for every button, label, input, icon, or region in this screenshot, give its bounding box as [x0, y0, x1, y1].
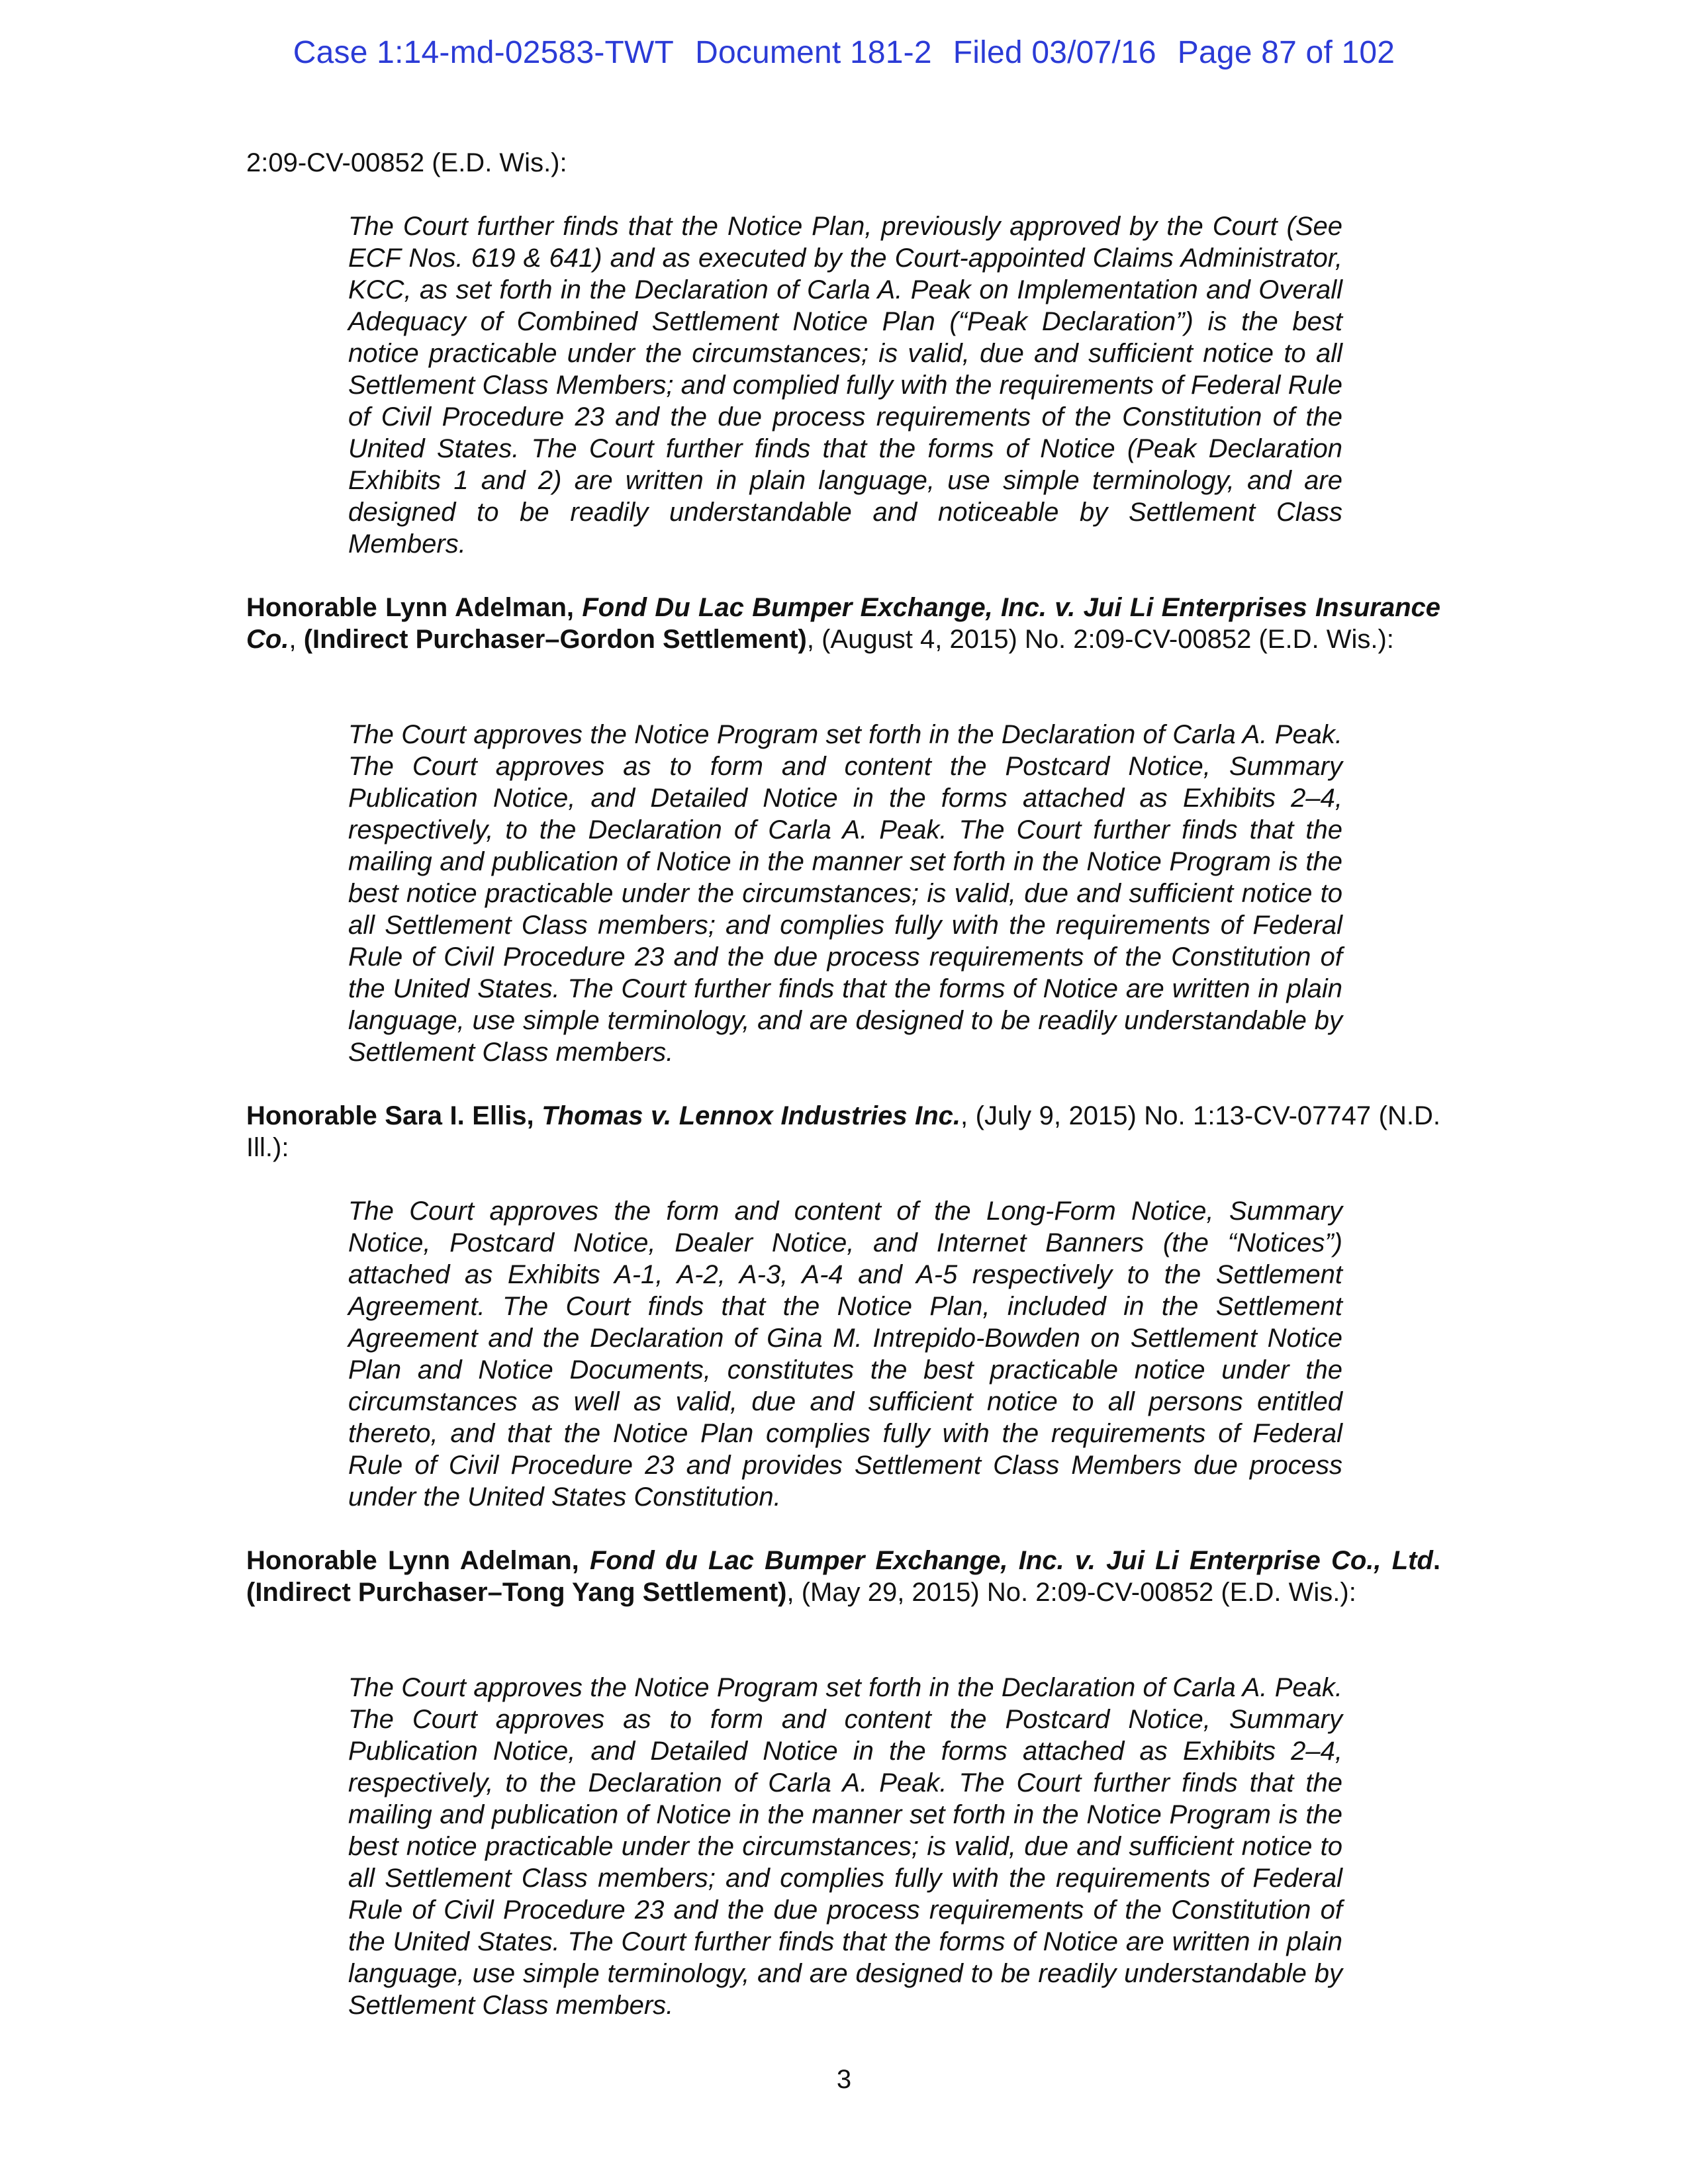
citation-2-case-name: Fond Du Lac Bumper Exchange, Inc. v. Jui Li Enterprises Insurance Co. [246, 593, 1440, 654]
citation-4-date-docket: , (May 29, 2015) No. 2:09-CV-00852 (E.D. Wis.): [786, 1578, 1356, 1607]
citation-2-comma: , [289, 625, 297, 654]
citation-4-judge: Honorable Lynn Adelman, [246, 1546, 579, 1575]
citation-4 [246, 1545, 1440, 1608]
quote-block-2: The Court approves the Notice Program set forth in the Declaration of Carla A. Peak. The Court approves as to form and content the Postcard Notice, Summary Publication Notice, and Detailed Notice in the forms attached as Exhibits 2–4, respectively, to the Declaration of Carla A. Peak. The Court further finds that the mailing and publication of Notice in the manner set forth in the Notice Program is the best notice practicable under the circumstances; is valid, due and sufficient notice to all Settlement Class members; and complies fully with the requirements of Federal Rule of Civil Procedure 23 and the due process requirements of the Constitution of the United States. The Court further finds that the forms of Notice are written in plain language, use simple terminology, and are designed to be readily understandable by Settlement Class members. [348, 720, 1342, 1067]
lead-citation-fragment: 2:09-CV-00852 (E.D. Wis.): [246, 148, 567, 177]
header-case-number: Case 1:14-md-02583-TWT [293, 35, 675, 70]
citation-3-date-docket: , (July 9, 2015) No. 1:13-CV-07747 (N.D. Ill.): [246, 1101, 1440, 1162]
header-filed-date: Filed 03/07/16 [953, 35, 1156, 70]
quote-block-4: The Court approves the Notice Program set forth in the Declaration of Carla A. Peak. The Court approves as to form and content the Postcard Notice, Summary Publication Notice, and Detailed Notice in the forms attached as Exhibits 2–4, respectively, to the Declaration of Carla A. Peak. The Court further finds that the mailing and publication of Notice in the manner set forth in the Notice Program is the best notice practicable under the circumstances; is valid, due and sufficient notice to all Settlement Class members; and complies fully with the requirements of Federal Rule of Civil Procedure 23 and the due process requirements of the Constitution of the United States. The Court further finds that the forms of Notice are written in plain language, use simple terminology, and are designed to be readily understandable by Settlement Class members. [348, 1673, 1342, 2020]
citation-2-date-docket: , (August 4, 2015) No. 2:09-CV-00852 (E.D. Wis.): [806, 625, 1394, 654]
header-page-count: Page 87 of 102 [1177, 35, 1395, 70]
citation-2 [246, 592, 1440, 655]
citation-3 [246, 1100, 1440, 1163]
citation-2-judge: Honorable Lynn Adelman, [246, 593, 575, 622]
case-header [0, 34, 1688, 71]
quote-block-1: The Court further finds that the Notice Plan, previously approved by the Court (See ECF Nos. 619 & 641) and as executed by the Court-appointed Claims Administrator, KCC, as set forth in the Declaration of Carla A. Peak on Implementation and Overall Adequacy of Combined Settlement Notice Plan (“Peak Declaration”) is the best notice practicable under the circumstances; is valid, due and sufficient notice to all Settlement Class Members; and complied fully with the requirements of Federal Rule of Civil Procedure 23 and the due process requirements of the Constitution of the United States. The Court further finds that the forms of Notice (Peak Declaration Exhibits 1 and 2) are written in plain language, use simple terminology, and are designed to be readily understandable and noticeable by Settlement Class Members. [348, 212, 1342, 559]
citation-3-case-name: Thomas v. Lennox Industries Inc. [541, 1101, 961, 1130]
citation-3-judge: Honorable Sara I. Ellis, [246, 1101, 534, 1130]
header-document-number: Document 181-2 [695, 35, 932, 70]
citation-2-settlement: (Indirect Purchaser–Gordon Settlement) [303, 625, 807, 654]
page-number: 3 [836, 2065, 852, 2094]
citation-4-case-name: Fond du Lac Bumper Exchange, Inc. v. Jui Li Enterprise Co., Ltd [590, 1546, 1433, 1575]
citation-4-settlement: . (Indirect Purchaser–Tong Yang Settlement) [246, 1546, 1441, 1607]
quote-block-3: The Court approves the form and content of the Long-Form Notice, Summary Notice, Postcard Notice, Dealer Notice, and Internet Banners (the “Notices”) attached as Exhibits A-1, A-2, A-3, A-4 and A-5 respectively to the Settlement Agreement. The Court finds that the Notice Plan, included in the Settlement Agreement and the Declaration of Gina M. Intrepido-Bowden on Settlement Notice Plan and Notice Documents, constitutes the best practicable notice under the circumstances as well as valid, due and sufficient notice to all persons entitled thereto, and that the Notice Plan complies fully with the requirements of Federal Rule of Civil Procedure 23 and provides Settlement Class Members due process under the United States Constitution. [348, 1197, 1342, 1512]
